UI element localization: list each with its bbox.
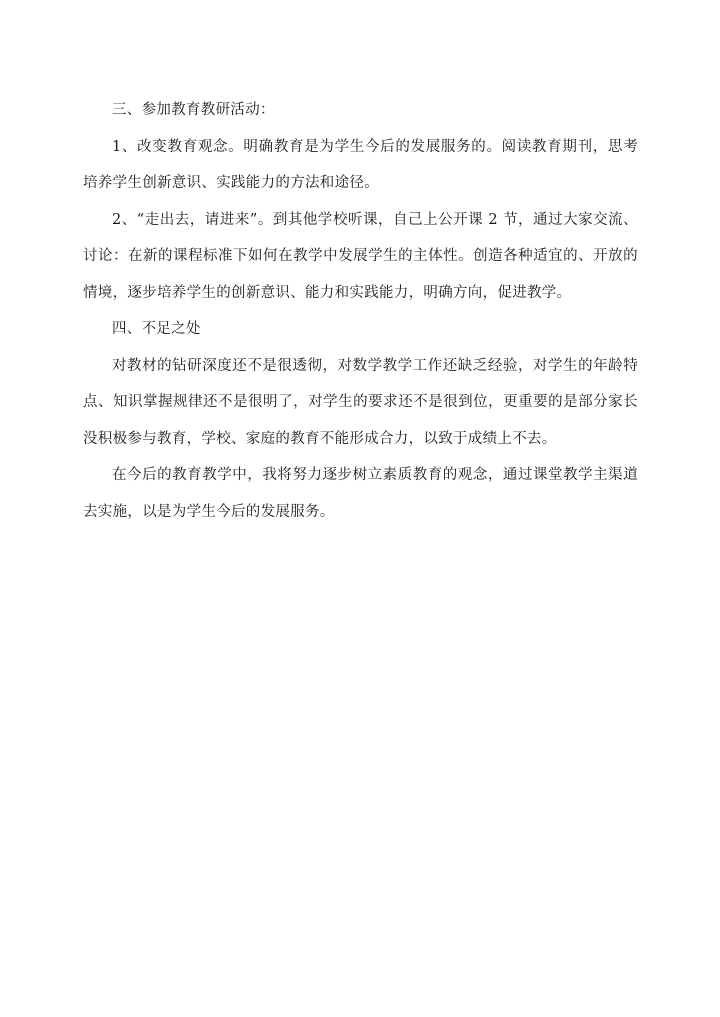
paragraph-shortcomings: 对教材的钻研深度还不是很透彻，对数学教学工作还缺乏经验，对学生的年龄特点、知识掌握规律还不是很明了，对学生的要求还不是很到位，更重要的是部分家长没积极参与教育，学校、家庭的教育不能形成合力，以致于成绩上不去。 [83,357,638,447]
section-heading-4: 四、不足之处 [112,321,201,337]
paragraph-change-concept: 1、改变教育观念。明确教育是为学生今后的发展服务的。阅读教育期刊，思考培养学生创新意识、实践能力的方法和途径。 [83,138,638,191]
paragraph-future-plan: 在今后的教育教学中，我将努力逐步树立素质教育的观念，通过课堂教学主渠道去实施，以是为学生今后的发展服务。 [83,467,638,520]
paragraph-go-out-invite-in: 2、“走出去，请进来”。到其他学校听课，自己上公开课 2 节，通过大家交流、讨论：在新的课程标准下如何在教学中发展学生的主体性。创造各种适宜的、开放的情境，逐步培养学生的创新意识、能力和实践能力，明确方向，促进教学。 [83,211,638,301]
section-heading-3: 三、参加教育教研活动： [112,102,275,118]
document-page [83,92,638,530]
